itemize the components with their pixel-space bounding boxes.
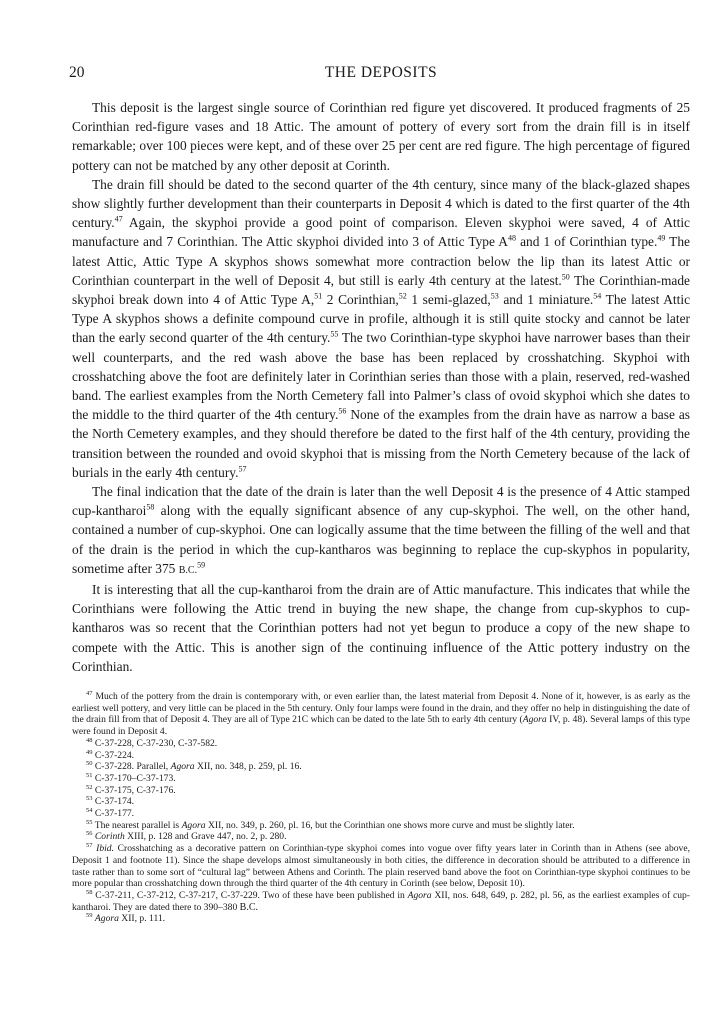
footnote-ref: 54 [593,291,602,301]
text-run: along with the equally significant absence of any cup-skyphoi. The well, on the other hand, contained a number of cup-skyphoi. One can logically assume that the time between the filling of the well and that of the drain is the period in which the cup-kantharos was beginning to replace the cup-skyphos in popularity, sometime after 375 [72,503,690,576]
footnote-ref: 56 [86,830,93,838]
text-run: 1 semi-glazed, [406,292,491,308]
footnote-ref: 56 [338,406,347,416]
text-run: and 1 of Corinthian type. [515,234,658,250]
italic-text: Agora [407,889,432,901]
document-page [69,64,691,676]
text-run: The latest Attic Type A skyphos shows a definite compound curve in profile, although it is still quite stocky and cannot be later than the early second quarter of the 4th century. [72,292,691,346]
footnote-ref: 59 [197,560,206,570]
body-paragraph [72,580,690,676]
footnote [72,761,690,773]
page-number: 20 [69,64,85,81]
footnote-ref: 51 [314,291,323,301]
text-run: None of the examples from the drain have as narrow a base as the North Cemetery examples, and they should therefore be dated to the first half of the 4th century, providing the transition between the rounded and ovoid skyphoi that is missing from the North Cemetery because of the lack of burials in the early 4th century. [72,407,690,480]
footnote [72,796,690,808]
footnote-ref: 47 [114,214,123,224]
italic-text: Agora [170,761,195,773]
body-text [72,98,690,676]
footnote-ref: 49 [657,233,666,243]
footnote-ref: 47 [86,689,93,697]
footnote-ref: 55 [330,329,339,339]
footnote-ref: 48 [507,233,516,243]
footnote-ref: 48 [86,736,93,744]
text-run: Crosshatching as a decorative pattern on Corinthian-type skyphoi comes into vogue over fifty years later in Corinth than in Athens (see above, Deposit 1 and footnote 11). Since the shape develops almost simultaneously in both cities, the difference in decoration should be attributed to a difference in taste rather than to some sort of “cultural lag” between Athens and Corinth. The plain reserved band above the foot on Corinthian-type skyphoi continues to be more popular than crosshatching down through the third quarter of the 4th century in Corinth (see below, Deposit 10). [72,843,690,890]
italic-text: Ibid. [96,843,114,855]
footnote-ref: 51 [86,771,93,779]
footnote-ref: 53 [490,291,499,301]
footnote-ref: 52 [398,291,407,301]
footnote-ref: 55 [86,818,93,826]
text-run: 2 Corinthian, [322,292,399,308]
text-run: XII, p. 111. [118,913,166,925]
footnote [72,750,690,762]
text-run: and 1 miniature. [498,292,594,308]
footnote-ref: 58 [86,888,93,896]
footnote [72,785,690,797]
text-run: C-37-211, C-37-212, C-37-217, C-37-229. Two of these have been published in [92,889,408,901]
text-run: IV, p. 48). Several lamps of this type were found in Deposit 4. [72,714,690,738]
italic-text: Agora [522,714,547,726]
footnotes [72,691,690,925]
text-run: C-37-177. [92,808,135,820]
footnote-ref: 53 [86,795,93,803]
footnote [72,808,690,820]
small-caps-text: B.C. [178,564,198,576]
text-run: Again, the skyphoi provide a good point of comparison. Eleven skyphoi were saved, 4 of Attic manufacture and 7 Corinthian. The Attic skyphoi divided into 3 of Attic Type A [72,215,690,250]
body-paragraph [72,482,690,580]
italic-text: Agora [181,819,206,831]
text-run: The final indication that the date of the drain is later than the well Deposit 4 is the presence of 4 Attic stamped cup-kantharoi [72,484,690,519]
footnote [72,843,690,890]
text-run: This deposit is the largest single source of Corinthian red figure yet discovered. It produced fragments of 25 Corinthian red-figure vases and 18 Attic. The amount of pottery of every sort from the drain fill is in itself remarkable; over 100 pieces were kept, and of these over 25 per cent are red figure. The high percentage of figured pottery can not be matched by any other deposit at Corinth. [72,100,690,173]
text-run: C-37-175, C-37-176. [92,784,176,796]
running-head: THE DEPOSITS [324,64,438,81]
footnote [72,820,690,832]
footnote [72,831,690,843]
text-run: The nearest parallel is [92,819,182,831]
footnote-ref: 58 [146,502,155,512]
body-paragraph [72,175,690,482]
text-run: XIII, p. 128 and Grave 447, no. 2, p. 280. [124,831,287,843]
footnote [72,738,690,750]
small-caps-text: B.C. [239,901,259,913]
italic-text: Agora [94,913,119,925]
text-run: Much of the pottery from the drain is contemporary with, or even earlier than, the latest material from Deposit 4. None of it, however, is as early as the earliest well pottery, and very little can be placed in the 5th century. Only four lamps were found in the drain, and they offer no help in distinguishing the date of the drain fill from that of Deposit 4. They are all of Type 21C which can be dated to the late 5th to early 4th century ( [72,691,690,726]
text-run: XII, nos. 648, 649, p. 282, pl. 56, as the earliest examples of cup-kantharoi. They are dated there to 390–380 [72,889,690,913]
text-run: C-37-224. [92,749,135,761]
footnote-ref: 49 [86,748,93,756]
text-run: The two Corinthian-type skyphoi have narrower bases than their well counterparts, and the red wash above the base has been replaced by crosshatching. Skyphoi with crosshatching above the foot are definitely later in Corinthian series than those with a plain, reserved, red-washed band. The earliest examples from the North Cemetery fall into Palmer’s class of ovoid skyphoi which she dates to the middle to the third quarter of the 4th century. [72,330,690,423]
text-run: C-37-170–C-37-173. [92,772,176,784]
text-run: The latest Attic, Attic Type A skyphos shows somewhat more contraction below the lip than its latest Attic or Corinthian counterpart in the well of Deposit 4, but still is early 4th century at the latest. [72,234,690,288]
footnote [72,890,690,913]
footnote [72,773,690,785]
footnote-ref: 50 [86,760,93,768]
footnote-ref: 57 [238,464,247,474]
page-header [69,64,690,88]
footnote-ref: 57 [86,841,93,849]
text-run: C-37-228, C-37-230, C-37-582. [92,737,218,749]
footnote-ref: 54 [86,806,93,814]
footnote-ref: 59 [86,912,93,920]
footnote-ref: 52 [86,783,93,791]
text-run: C-37-228. Parallel, [92,761,171,773]
text-run: The Corinthian-made skyphoi break down into 4 of Attic Type A, [72,272,690,308]
text-run: XII, no. 349, p. 260, pl. 16, but the Corinthian one shows more curve and must be slightly later. [205,819,575,831]
footnote-ref: 50 [561,272,570,282]
footnote [72,913,690,925]
text-run: XII, no. 348, p. 259, pl. 16. [194,761,302,773]
footnote [72,691,690,738]
italic-text: Corinth [94,831,125,843]
text-run: It is interesting that all the cup-kantharoi from the drain are of Attic manufacture. This indicates that while the Corinthians were following the Attic trend in buying the new shape, the change from cup-skyphos to cup-kantharos was so recent that the Corinthian potters had not yet begun to produce a copy of the new shape to compete with the Attic. This is another sign of the continuing influence of the Attic pottery industry on the Corinthian. [72,582,690,674]
text-run: The drain fill should be dated to the second quarter of the 4th century, since many of the black-glazed shapes show slightly further development than their counterparts in Deposit 4 which is dated to the first quarter of the 4th century. [72,176,690,231]
body-paragraph [72,98,690,175]
text-run: C-37-174. [92,796,135,808]
